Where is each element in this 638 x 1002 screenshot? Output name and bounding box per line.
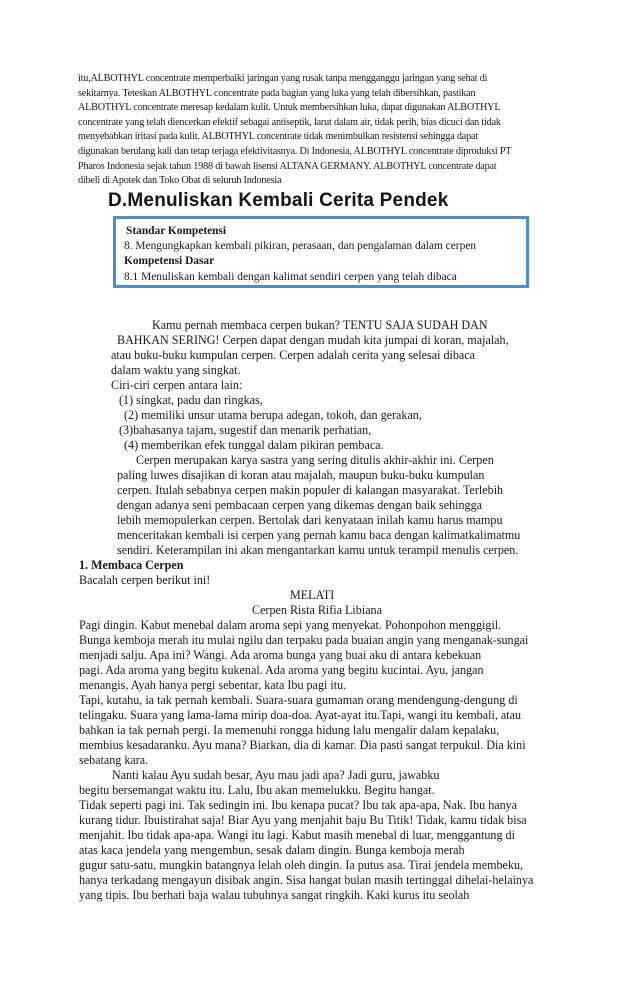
sk-title: Standar Kompetensi [126,225,227,237]
story-title: MELATI [290,588,335,602]
story-line: Pagi dingin. Kabut menebal dalam aroma sepi yang menyekat. Pohonpohon menggigil. [79,618,502,632]
body-line: Bacalah cerpen berikut ini! [79,573,211,587]
body-line: dalam waktu yang singkat. [111,363,241,377]
story-line: begitu bersemangat waktu itu. Lalu, Ibu akan memelukku. Begitu hangat. [79,783,435,797]
story-line: Tidak seperti pagi ini. Tak sedingin ini. Ibu kenapa pucat? Ibu tak apa-apa, Nak. Ibu hanya [79,798,518,812]
body-line: (4) memberikan efek tunggal dalam pikiran pembaca. [124,438,384,452]
intro-line: itu,ALBOTHYL concentrate memperbaiki jaringan yang rusak tanpa mengganggu jaringan yang sehat di [78,73,488,84]
body-line: BAHKAN SERING! Cerpen dapat dengan mudah kita jumpai di koran, majalah, [117,333,509,347]
story-line: gugur satu-satu, mungkin batangnya lelah oleh dingin. Ia putus asa. Tirai jendela membeku, [79,858,524,872]
body-line: atau buku-buku kumpulan cerpen. Cerpen adalah cerita yang selesai dibaca [111,348,476,362]
kd-text: 8.1 Menuliskan kembali dengan kalimat sendiri cerpen yang telah dibaca [124,270,457,283]
body-line: dengan adanya seni pembacaan cerpen yang dikemas dengan baik sehingga [117,498,483,512]
story-line: menangis, Ayah hanya pergi sebentar, kata Ibu pagi itu. [79,678,347,692]
story-line: pagi. Ada aroma yang begitu kukenal. Ada aroma yang begitu kucintai. Ayu, jangan [79,663,484,677]
body-line: menceritakan kembali isi cerpen yang pernah kamu baca dengan kalimatkalimatmu [117,528,521,542]
story-line: menjahit. Ibu tidak apa-apa. Wangi itu lagi. Kabut masih menebal di luar, menggantung di [79,828,515,842]
body-line: paling luwes disajikan di koran atau majalah, maupun buku-buku kumpulan [117,468,485,482]
intro-line: sekitarnya. Teteskan ALBOTHYL concentrate pada bagian yang luka yang telah dibersihkan, pastikan [78,87,476,99]
story-line: Tapi, kutahu, ia tak pernah kembali. Suara-suara gumaman orang mendengung-dengung di [79,693,518,707]
body-line: Cerpen merupakan karya sastra yang sering ditulis akhir-akhir ini. Cerpen [136,453,494,467]
story-line: membius kesadaranku. Ayu mana? Biarkan, dia di kamar. Dia pasti sangat terpukul. Dia kini [79,738,526,752]
kd-title: Kompetensi Dasar [124,255,215,268]
story-line: Bunga kemboja merah itu mulai ngilu dan terpaku pada buaian angin yang menganak-sungai [79,633,529,647]
intro-line: menyebabkan iritasi pada kulit. ALBOTHYL concentrate tidak menimbulkan resistensi sehingga dapat [78,131,478,143]
body-line: (1) singkat, padu dan ringkas, [119,393,263,407]
story-line: atas kaca jendela yang mengembun, sesak dalam dingin. Bunga kemboja merah [79,843,465,857]
body-line: sendiri. Keterampilan ini akan mengantarkan kamu untuk terampil menulis cerpen. [117,543,519,557]
section-heading: D.Menuliskan Kembali Cerita Pendek [108,190,449,211]
intro-line: concentrate yang telah diencerkan efektif sebagai antiseptik, larut dalam air, tidak perih, bias dicuci dan tidak [78,116,501,128]
story-line: Nanti kalau Ayu sudah besar, Ayu mau jadi apa? Jadi guru, jawabku [112,768,440,782]
body-line: (3)bahasanya tajam, sugestif dan menarik perhatian, [119,423,372,437]
intro-paragraph [78,72,568,189]
story-line: menjadi salju. Apa ini? Wangi. Ada aroma bunga yang buai aku di antara kebekuan [79,648,482,662]
story-line: telingaku. Suara yang lama-lama mirip doa-doa. Ayat-ayat itu.Tapi, wangi itu kembali, atau [79,708,522,722]
body-line: Ciri-ciri cerpen antara lain: [111,378,243,392]
intro-line: ALBOTHYL concentrate meresap kedalam kulit. Untuk membersihkan luka, dapat digunakan ALBOTHYL [78,102,501,114]
body-line: lebih memopulerkan cerpen. Bertolak dari kenyataan inilah kamu harus mampu [117,513,503,527]
story-line: sebatang kara. [79,753,149,767]
body-line: (2) memiliki unsur utama berupa adegan, tokoh, dan gerakan, [124,408,422,422]
story-line: hanya terkadang mengayun disibak angin. Sisa hangat bulan masih tertinggal dihelai-helainya [79,873,534,887]
sk-text: 8. Mengungkapkan kembali pikiran, perasaan, dan pengalaman dalam cerpen [124,240,477,253]
intro-line: Pharos Indonesia sejak tahun 1988 di bawah lisensi ALTANA GERMANY. ALBOTHYL concentrate dapat [78,160,497,172]
intro-line: digunakan berulang kali dan tetap terjaga efektivitasnya. Di Indonesia, ALBOTHYL concentrate diproduksi PT [78,145,512,157]
competency-box [113,216,529,288]
story-author: Cerpen Rista Rifia Libiana [252,603,382,617]
body-line: cerpen. Itulah sebabnya cerpen makin populer di kalangan masyarakat. Terlebih [117,483,504,497]
story-line: yang tipis. Ibu berhati baja walau tubuhnya sangat ringkih. Kaki kurus itu seolah [79,888,470,902]
intro-line: dibeli di Apotek dan Toko Obat di seluruh Indonesia [78,175,282,187]
body-line: Kamu pernah membaca cerpen bukan? TENTU SAJA SUDAH DAN [152,318,488,332]
story-line: kurang tidur. Ibuistirahat saja! Biar Ayu yang menjahit baju Bu Titik! Tidak, kamu tidak bisa [79,813,527,827]
subsection-heading: 1. Membaca Cerpen [79,558,184,572]
story-line: bahkan ia tak pernah pergi. Ia memenuhi rongga hidung lalu mengalir dalam kepalaku, [79,723,500,737]
